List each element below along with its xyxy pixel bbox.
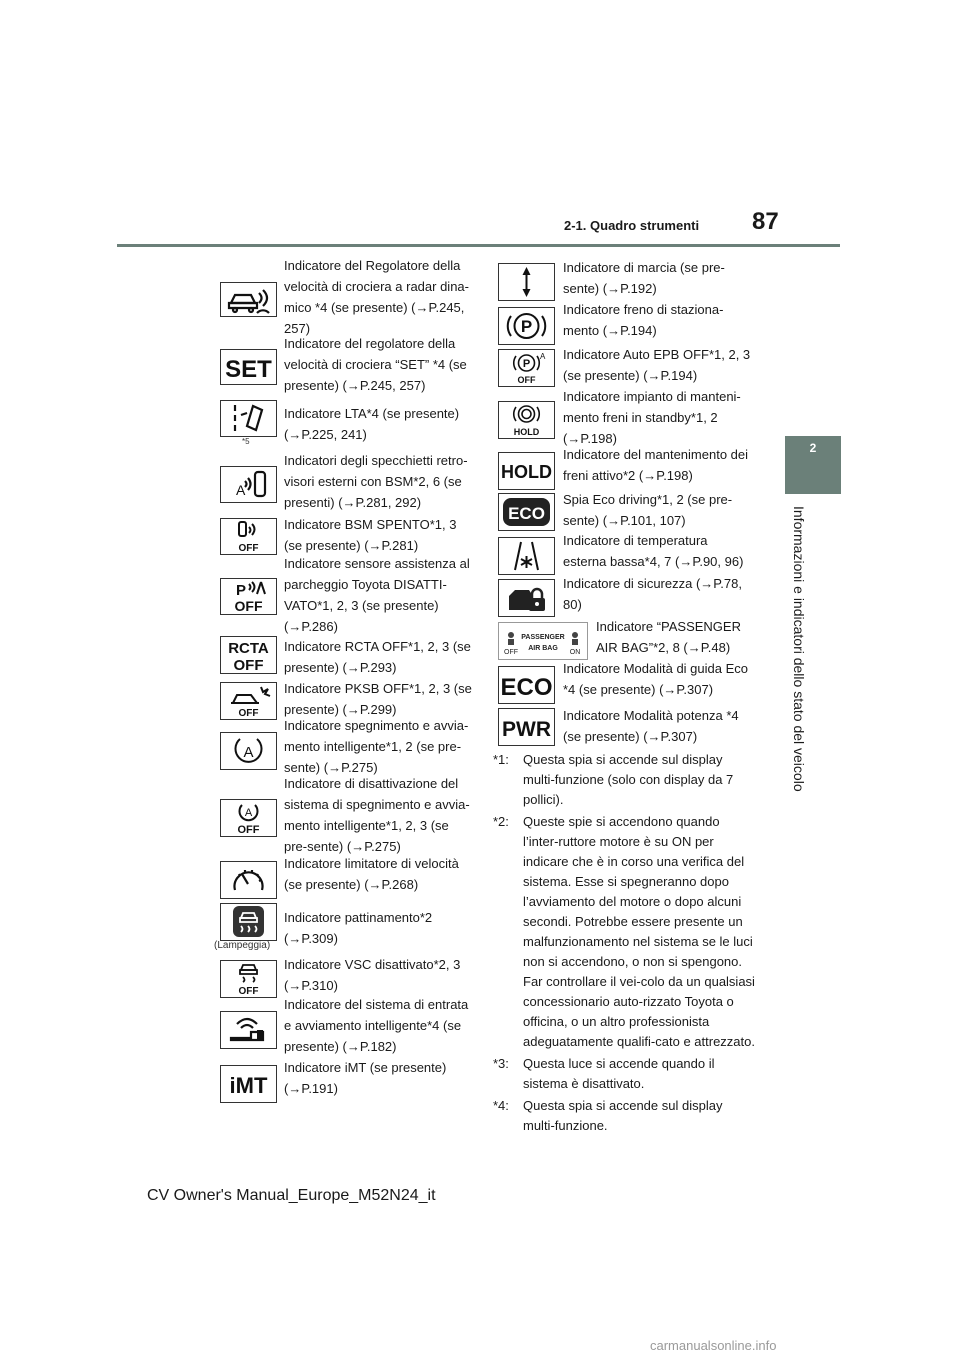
svg-text:A: A: [236, 482, 246, 498]
hold-text-icon: [498, 452, 555, 490]
indicator-description: Indicatore “PASSENGER AIR BAG”*2, 8 (→P.48): [596, 619, 741, 655]
off-label: OFF: [238, 986, 259, 997]
indicator-description: Indicatore PKSB OFF*1, 2, 3 (se presente) (→P.299): [284, 681, 472, 717]
a-label: A: [244, 807, 253, 819]
footnote-text: Questa spia si accende sul display multi-funzione.: [523, 1098, 723, 1133]
indicator-description: Indicatore pattinamento*2 (→P.309): [284, 910, 433, 946]
off-label: OFF: [237, 824, 260, 836]
slip-indicator-icon: [220, 903, 277, 941]
brake-hold-standby-icon: [498, 401, 555, 439]
rcta-label: RCTA: [228, 640, 269, 657]
footnote: [493, 812, 755, 1052]
indicator-description: Indicatore del Regolatore della velocità di crociera a radar dina-mico *4 (se presente) (→P.245, 257): [284, 258, 469, 336]
indicator-description: Indicatore RCTA OFF*1, 2, 3 (se presente) (→P.293): [284, 639, 471, 675]
low-temp-icon: [498, 537, 555, 575]
eco-driving-icon: [498, 493, 555, 531]
footnote-mark: *1:: [493, 752, 509, 767]
eco-label: ECO: [508, 504, 545, 523]
indicator-description: Indicatore Modalità di guida Eco *4 (se presente) (→P.307): [563, 661, 749, 697]
indicator-description: Indicatore Auto EPB OFF*1, 2, 3 (se presente) (→P.194): [563, 347, 751, 383]
indicator-description: Indicatore limitatore di velocità (se presente) (→P.268): [284, 856, 459, 892]
parking-sensor-off-icon: [220, 578, 277, 615]
off-label: OFF: [233, 657, 264, 673]
header-rule: [117, 244, 840, 247]
chapter-number: 2: [809, 441, 817, 455]
chapter-title-vertical: [786, 506, 812, 792]
parking-brake-icon: [498, 307, 555, 345]
flashing-note: (Lampeggia): [214, 940, 271, 951]
indicator-description: Indicatore VSC disattivato*2, 3 (→P.310): [284, 957, 461, 993]
footnote-text: Questa spia si accende sul display multi-funzione (solo con display da 7 pollici).: [523, 752, 734, 807]
indicator-description: Indicatore LTA*4 (se presente) (→P.225, 241): [284, 406, 460, 442]
imt-text-icon: [220, 1065, 277, 1103]
smart-entry-icon: [220, 1011, 277, 1049]
chapter-title: Informazioni e indicatori dello stato del veicolo: [791, 506, 807, 792]
shift-position-icon: [498, 263, 555, 301]
icon-footnote: *5: [242, 437, 250, 446]
rcta-off-icon: [220, 636, 277, 674]
indicator-description: Indicatore del sistema di entrata e avviamento intelligente*4 (se presente) (→P.182): [284, 997, 469, 1054]
pwr-label: PWR: [502, 718, 551, 741]
stop-start-off-icon: [220, 799, 277, 837]
footnote-text: Questa luce si accende quando il sistema è disattivato.: [523, 1056, 715, 1091]
footnote-text: Queste spie si accendono quando l’inter-ruttore motore è su ON per indicare che è in corso una verifica del sistema. Esse si spegneranno dopo l’avviamento del motore o dopo alcuni secondi. Potrebbe essere presente un malfunzionamento nel sistema se le luci non si accendono, o non si spengono. Far controllare il vei-colo da un qualsiasi concessionario auto-rizzato Toyota o officina, o un altro professionista adeguatamente qualifi-cato e attrezzato.: [523, 814, 755, 1049]
footnote: [493, 750, 755, 810]
indicator-description: Indicatori degli specchietti retro-visori esterni con BSM*2, 6 (se presenti) (→P.281, 292): [284, 453, 468, 510]
footnote-mark: *2:: [493, 814, 509, 829]
eco-label: ECO: [500, 674, 553, 701]
pwr-mode-text-icon: [498, 708, 555, 746]
indicator-description: Indicatore iMT (se presente) (→P.191): [284, 1060, 447, 1096]
set-label: SET: [225, 356, 272, 383]
passenger-airbag-icon: [498, 622, 588, 660]
p-label: P: [522, 358, 531, 370]
a-label: A: [243, 744, 254, 761]
vsc-off-icon: [220, 960, 277, 998]
manual-footer: CV Owner's Manual_Europe_M52N24_it: [147, 1187, 436, 1204]
indicator-description: Indicatore spegnimento e avvia-mento intelligente*1, 2 (se pre-sente) (→P.275): [284, 718, 469, 775]
auto-epb-off-icon: [498, 349, 555, 387]
hold-label: HOLD: [513, 427, 540, 437]
footnote-mark: *3:: [493, 1056, 509, 1071]
indicator-description: Indicatore Modalità potenza *4 (se presente) (→P.307): [563, 708, 739, 744]
airbag-off-label: OFF: [504, 649, 518, 656]
eco-mode-text-icon: [498, 666, 555, 704]
pksb-off-icon: [220, 682, 277, 720]
section-title: 2-1. Quadro strumenti: [564, 218, 700, 233]
indicator-description: Indicatore freno di staziona-mento (→P.194): [563, 302, 724, 338]
imt-label: iMT: [229, 1073, 268, 1098]
off-label: OFF: [238, 543, 259, 554]
indicator-description: Indicatore di disattivazione del sistema di spegnimento e avvia-mento intelligente*1, 2, 3 (se pre-sente) (→P.275): [284, 776, 470, 854]
security-icon: [498, 579, 555, 617]
off-label: OFF: [517, 375, 536, 385]
indicator-description: Indicatore del mantenimento dei freni attivo*2 (→P.198): [563, 447, 749, 483]
watermark: carmanualsonline.info: [650, 1338, 777, 1353]
footnote: [493, 1096, 755, 1136]
indicator-description: Indicatore impianto di manteni-mento freni in standby*1, 2 (→P.198): [563, 389, 741, 446]
indicator-description: Indicatore di marcia (se pre-sente) (→P.192): [563, 260, 725, 296]
hold-label: HOLD: [501, 462, 552, 482]
indicator-description: Indicatore di temperatura esterna bassa*4, 7 (→P.90, 96): [563, 533, 744, 569]
a-label: A: [540, 352, 546, 361]
indicator-description: Spia Eco driving*1, 2 (se pre-sente) (→P.101, 107): [563, 492, 733, 528]
lta-icon: [220, 400, 277, 437]
bsm-mirror-icon: [220, 466, 277, 503]
set-text-icon: [220, 349, 277, 385]
bsm-off-icon: [220, 518, 277, 555]
indicator-description: Indicatore di sicurezza (→P.78, 80): [563, 576, 742, 612]
chapter-tab: [785, 436, 841, 494]
p-label: P: [520, 317, 533, 336]
p-label: P: [236, 582, 247, 599]
page-number: 87: [752, 208, 779, 235]
footnotes: [493, 750, 755, 1138]
cruise-control-radar-icon: [220, 282, 277, 317]
airbag-on-label: ON: [569, 649, 581, 656]
speed-limiter-icon: [220, 861, 277, 899]
footnote: [493, 1054, 755, 1094]
off-label: OFF: [234, 598, 263, 614]
off-label: OFF: [238, 708, 259, 719]
indicator-description: Indicatore del regolatore della velocità di crociera “SET” *4 (se presente) (→P.245, 257): [284, 336, 467, 393]
airbag-line1-label: PASSENGER: [521, 634, 565, 641]
stop-start-icon: [220, 732, 277, 770]
indicator-description: Indicatore BSM SPENTO*1, 3 (se presente) (→P.281): [284, 517, 457, 553]
footnote-mark: *4:: [493, 1098, 509, 1113]
indicator-description: Indicatore sensore assistenza al parcheggio Toyota DISATTI-VATO*1, 2, 3 (se presente) (→P.286): [284, 556, 470, 634]
airbag-line2-label: AIR BAG: [528, 645, 558, 652]
